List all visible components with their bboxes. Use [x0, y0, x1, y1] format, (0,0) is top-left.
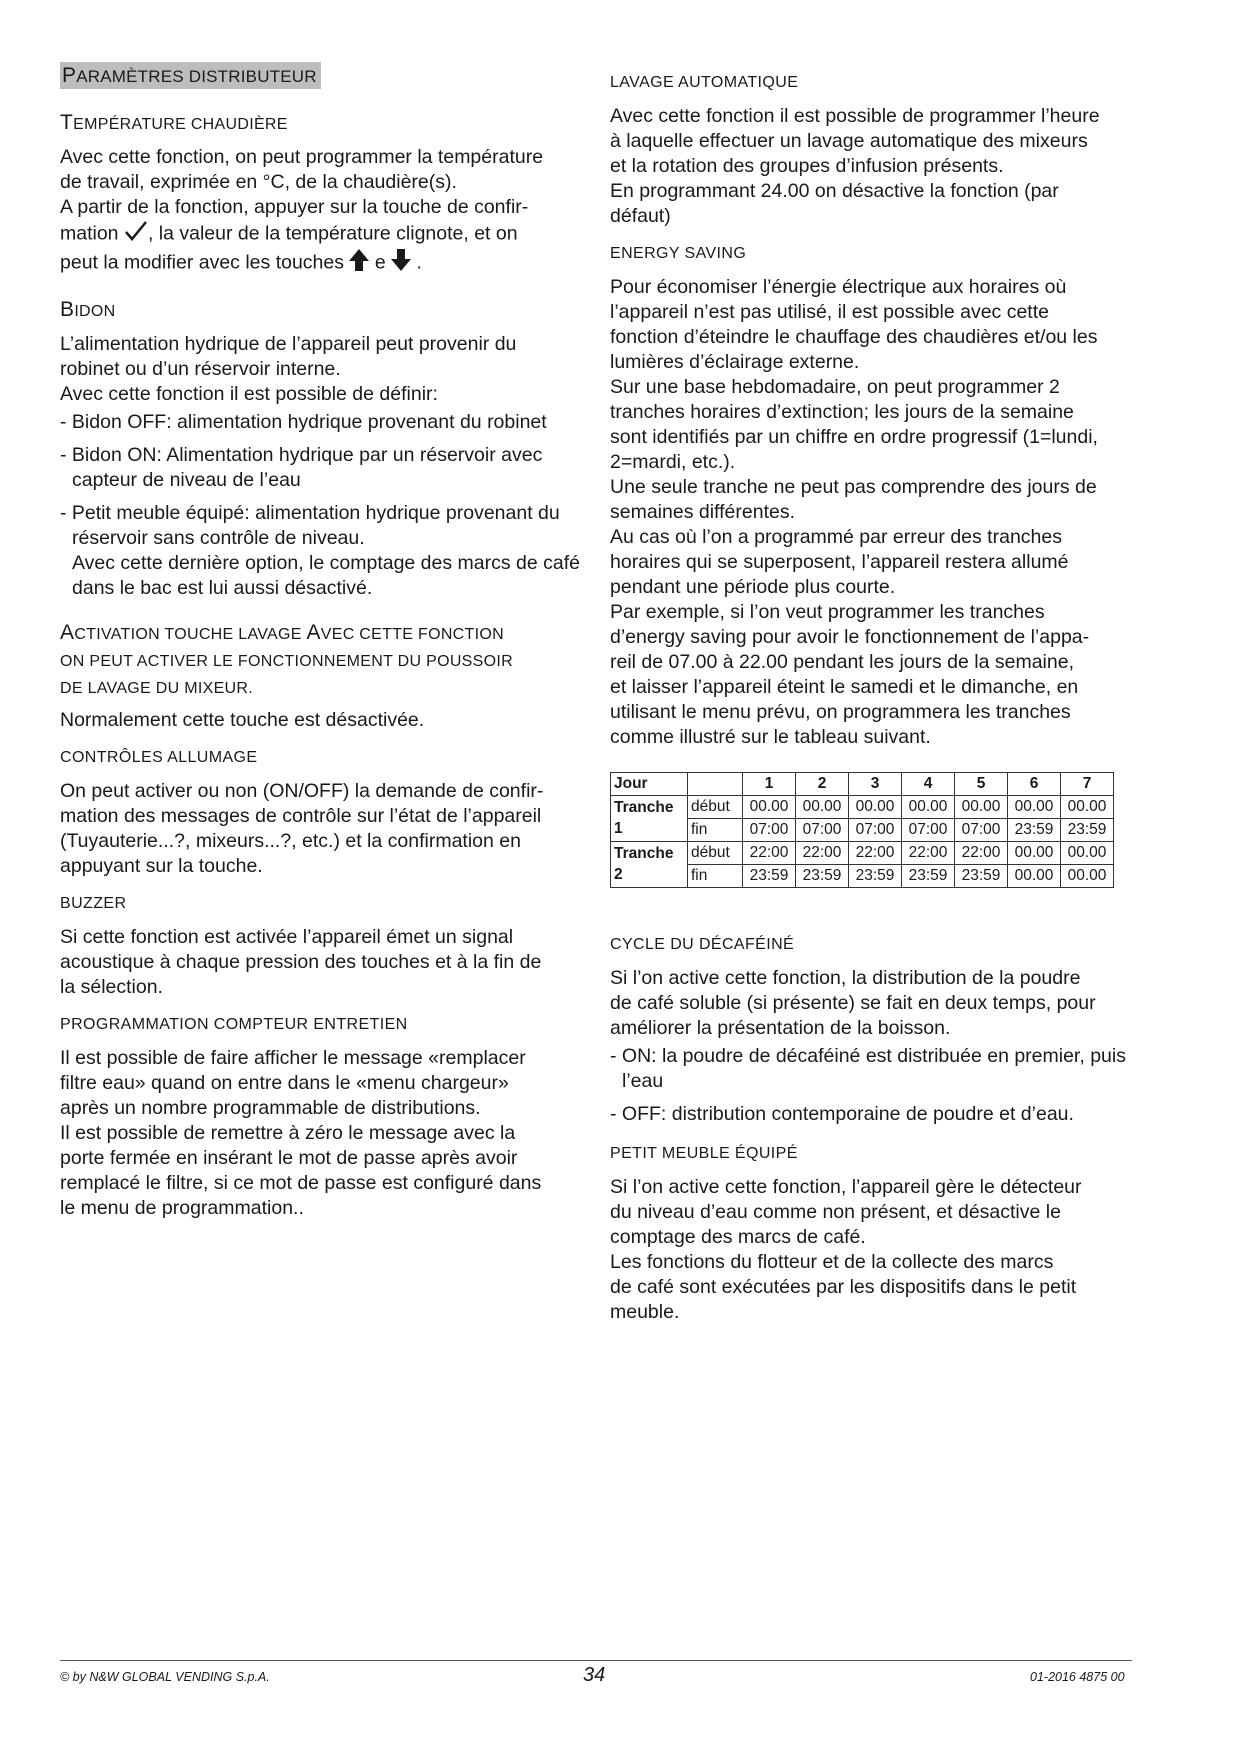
energy-line: fonction d’éteindre le chauffage des chaudières et/ou les [610, 326, 1098, 348]
table-cell: 00.00 [849, 796, 902, 819]
energy-line: sont identifiés par un chiffre en ordre progressif (1=lundi, [610, 426, 1098, 448]
buzzer-line: la sélection. [60, 976, 163, 998]
heading-buzzer: BUZZER [60, 895, 127, 912]
table-cell: 07:00 [796, 819, 849, 842]
energy-line: Une seule tranche ne peut pas comprendre des jours de [610, 476, 1097, 498]
lavage-line: et la rotation des groupes d’infusion présents. [610, 155, 1004, 177]
buzzer-line: Si cette fonction est activée l’appareil émet un signal [60, 926, 514, 948]
list-item: - Bidon ON: Alimentation hydrique par un réservoir avec capteur de niveau de l’eau [60, 444, 543, 491]
heading-controles: CONTRÔLES ALLUMAGE [60, 749, 258, 766]
table-header-day: 6 [1008, 773, 1061, 796]
list-item: - Bidon OFF: alimentation hydrique provenant du robinet [60, 411, 547, 433]
prog-line: filtre eau» quand on entre dans le «menu chargeur» [60, 1072, 509, 1094]
ctrl-line: On peut activer ou non (ON/OFF) la demande de confir- [60, 780, 544, 802]
list-item: - OFF: distribution contemporaine de poudre et d’eau. [610, 1103, 1074, 1125]
decaf-line: améliorer la présentation de la boisson. [610, 1017, 951, 1039]
table-cell: 07:00 [743, 819, 796, 842]
temp-line: mation , la valeur de la température clignote, et on [60, 220, 580, 249]
table-cell: 07:00 [849, 819, 902, 842]
temp-line: A partir de la fonction, appuyer sur la touche de confir- [60, 196, 529, 218]
table-fin-label: fin [688, 819, 743, 842]
table-cell: 22:00 [955, 842, 1008, 865]
table-cell: 23:59 [902, 865, 955, 888]
energy-line: reil de 07.00 à 22.00 pendant les jours de la semaine, [610, 651, 1074, 673]
table-cell: 07:00 [955, 819, 1008, 842]
energy-text [610, 275, 1140, 750]
page-number: 34 [583, 1664, 606, 1686]
decaf-line: Si l’on active cette fonction, la distribution de la poudre [610, 967, 1081, 989]
table-row [611, 773, 1114, 796]
banner-text: ARAMÈTRES DISTRIBUTEUR [76, 67, 317, 86]
prog-line: Il est possible de faire afficher le message «remplacer [60, 1047, 526, 1069]
energy-line: Au cas où l’on a programmé par erreur des tranches [610, 526, 1062, 548]
energy-line: d’energy saving pour avoir le fonctionnement de l’appa- [610, 626, 1090, 648]
table-fin-label: fin [688, 865, 743, 888]
section-banner [60, 62, 321, 89]
temp-line: peut la modifier avec les touches e . [60, 249, 580, 278]
meuble-line: comptage des marcs de café. [610, 1226, 866, 1248]
list-item: - ON: la poudre de décaféiné est distribuée en premier, puis l’eau [610, 1045, 1126, 1092]
heading-temperature: TEMPÉRATURE CHAUDIÈRE [60, 111, 288, 134]
table-debut-label: début [688, 842, 743, 865]
energy-line: horaires qui se superposent, l’appareil restera allumé [610, 551, 1069, 573]
footer-copyright: © by N&W GLOBAL VENDING S.p.A. [60, 1670, 270, 1684]
temp-line: Avec cette fonction, on peut programmer la température [60, 146, 544, 168]
table-cell: 23:59 [796, 865, 849, 888]
table-cell: 00.00 [1061, 842, 1114, 865]
temp-line: de travail, exprimée en °C, de la chaudière(s). [60, 171, 457, 193]
energy-line: tranches horaires d’extinction; les jours de la semaine [610, 401, 1074, 423]
left-column [60, 62, 580, 1221]
table-cell: 07:00 [902, 819, 955, 842]
ctrl-line: (Tuyauterie...?, mixeurs...?, etc.) et la confirmation en [60, 830, 521, 852]
right-column [610, 62, 1140, 1325]
table-cell: 23:59 [1061, 819, 1114, 842]
energy-line: pendant une période plus courte. [610, 576, 896, 598]
table-cell: 00.00 [1008, 796, 1061, 819]
table-cell: 00.00 [955, 796, 1008, 819]
meuble-line: de café sont exécutées par les dispositifs dans le petit [610, 1276, 1077, 1298]
table-header-jour: Jour [611, 773, 688, 796]
table-tranche-label: Tranche 2 [611, 842, 688, 888]
table-header-day: 1 [743, 773, 796, 796]
table-header-day: 4 [902, 773, 955, 796]
table-cell: 00.00 [1061, 865, 1114, 888]
footer-divider [60, 1660, 1132, 1661]
heading-lavage: LAVAGE AUTOMATIQUE [610, 74, 799, 91]
table-cell: 23:59 [1008, 819, 1061, 842]
bidon-line: Avec cette fonction il est possible de définir: [60, 383, 438, 405]
lavage-line: En programmant 24.00 on désactive la fonction (par [610, 180, 1059, 202]
prog-line: le menu de programmation.. [60, 1197, 304, 1219]
table-cell: 00.00 [796, 796, 849, 819]
meuble-line: du niveau d’eau comme non présent, et désactive le [610, 1201, 1061, 1223]
table-row [611, 796, 1114, 819]
energy-line: utilisant le menu prévu, on programmera les tranches [610, 701, 1071, 723]
buzzer-line: acoustique à chaque pression des touches et à la fin de [60, 951, 542, 973]
energy-line: semaines différentes. [610, 501, 795, 523]
arrow-down-icon [391, 249, 411, 278]
table-cell: 00.00 [902, 796, 955, 819]
table-cell: 22:00 [902, 842, 955, 865]
table-header-day: 2 [796, 773, 849, 796]
energy-line: Pour économiser l’énergie électrique aux horaires où [610, 276, 1067, 298]
energy-line: 2=mardi, etc.). [610, 451, 736, 473]
energy-schedule-table [610, 772, 1114, 888]
heading-programmation: PROGRAMMATION COMPTEUR ENTRETIEN [60, 1016, 408, 1033]
energy-line: et laisser l’appareil éteint le samedi et le dimanche, en [610, 676, 1079, 698]
meuble-line: meuble. [610, 1301, 680, 1323]
table-header-day: 5 [955, 773, 1008, 796]
table-cell: 00.00 [743, 796, 796, 819]
ctrl-line: mation des messages de contrôle sur l’état de l’appareil [60, 805, 542, 827]
list-item-note: Avec cette dernière option, le comptage des marcs de café dans le bac est lui aussi désactivé. [72, 552, 581, 599]
table-empty-cell [688, 773, 743, 796]
prog-line: porte fermée en insérant le mot de passe après avoir [60, 1147, 518, 1169]
meuble-line: Les fonctions du flotteur et de la collecte des marcs [610, 1251, 1054, 1273]
arrow-up-icon [349, 249, 369, 278]
energy-line: Sur une base hebdomadaire, on peut programmer 2 [610, 376, 1060, 398]
bidon-line: robinet ou d’un réservoir interne. [60, 358, 341, 380]
decaf-list [610, 1044, 1140, 1127]
table-header-day: 7 [1061, 773, 1114, 796]
bidon-line: L’alimentation hydrique de l’appareil peut provenir du [60, 333, 517, 355]
bidon-list [60, 410, 580, 601]
table-cell: 22:00 [796, 842, 849, 865]
heading-activation: ACTIVATION TOUCHE LAVAGE AVEC CETTE FONCTION ON PEUT ACTIVER LE FONCTIONNEMENT DU POUSSOIR DE LAVAGE DU MIXEUR. [60, 621, 513, 697]
lavage-line: Avec cette fonction il est possible de programmer l’heure [610, 105, 1100, 127]
table-cell: 22:00 [849, 842, 902, 865]
lavage-line: à laquelle effectuer un lavage automatique des mixeurs [610, 130, 1088, 152]
lavage-line: défaut) [610, 205, 671, 227]
energy-line: lumières d’éclairage externe. [610, 351, 860, 373]
table-header-day: 3 [849, 773, 902, 796]
banner-initial: P [62, 64, 77, 87]
table-cell: 23:59 [955, 865, 1008, 888]
table-tranche-label: Tranche 1 [611, 796, 688, 842]
prog-line: après un nombre programmable de distributions. [60, 1097, 481, 1119]
prog-line: Il est possible de remettre à zéro le message avec la [60, 1122, 516, 1144]
table-cell: 00.00 [1008, 842, 1061, 865]
energy-line: l’appareil n’est pas utilisé, il est possible avec cette [610, 301, 1049, 323]
check-icon [124, 220, 148, 249]
heading-bidon: BIDON [60, 298, 116, 321]
list-item: - Petit meuble équipé: alimentation hydrique provenant du réservoir sans contrôle de niveau. [60, 502, 560, 549]
heading-energy: ENERGY SAVING [610, 245, 747, 262]
table-cell: 23:59 [849, 865, 902, 888]
heading-petit-meuble: PETIT MEUBLE ÉQUIPÉ [610, 1145, 798, 1162]
decaf-line: de café soluble (si présente) se fait en deux temps, pour [610, 992, 1096, 1014]
activation-text: Normalement cette touche est désactivée. [60, 709, 425, 731]
meuble-line: Si l’on active cette fonction, l’appareil gère le détecteur [610, 1176, 1082, 1198]
table-cell: 00.00 [1061, 796, 1114, 819]
ctrl-line: appuyant sur la touche. [60, 855, 263, 877]
table-cell: 22:00 [743, 842, 796, 865]
table-debut-label: début [688, 796, 743, 819]
prog-line: remplacé le filtre, si ce mot de passe est configuré dans [60, 1172, 542, 1194]
table-cell: 23:59 [743, 865, 796, 888]
table-row [611, 842, 1114, 865]
energy-line: comme illustré sur le tableau suivant. [610, 726, 931, 748]
heading-decafeine: CYCLE DU DÉCAFÉINÉ [610, 936, 795, 953]
footer-document-code: 01-2016 4875 00 [1030, 1670, 1125, 1684]
table-cell: 00.00 [1008, 865, 1061, 888]
energy-line: Par exemple, si l’on veut programmer les tranches [610, 601, 1045, 623]
